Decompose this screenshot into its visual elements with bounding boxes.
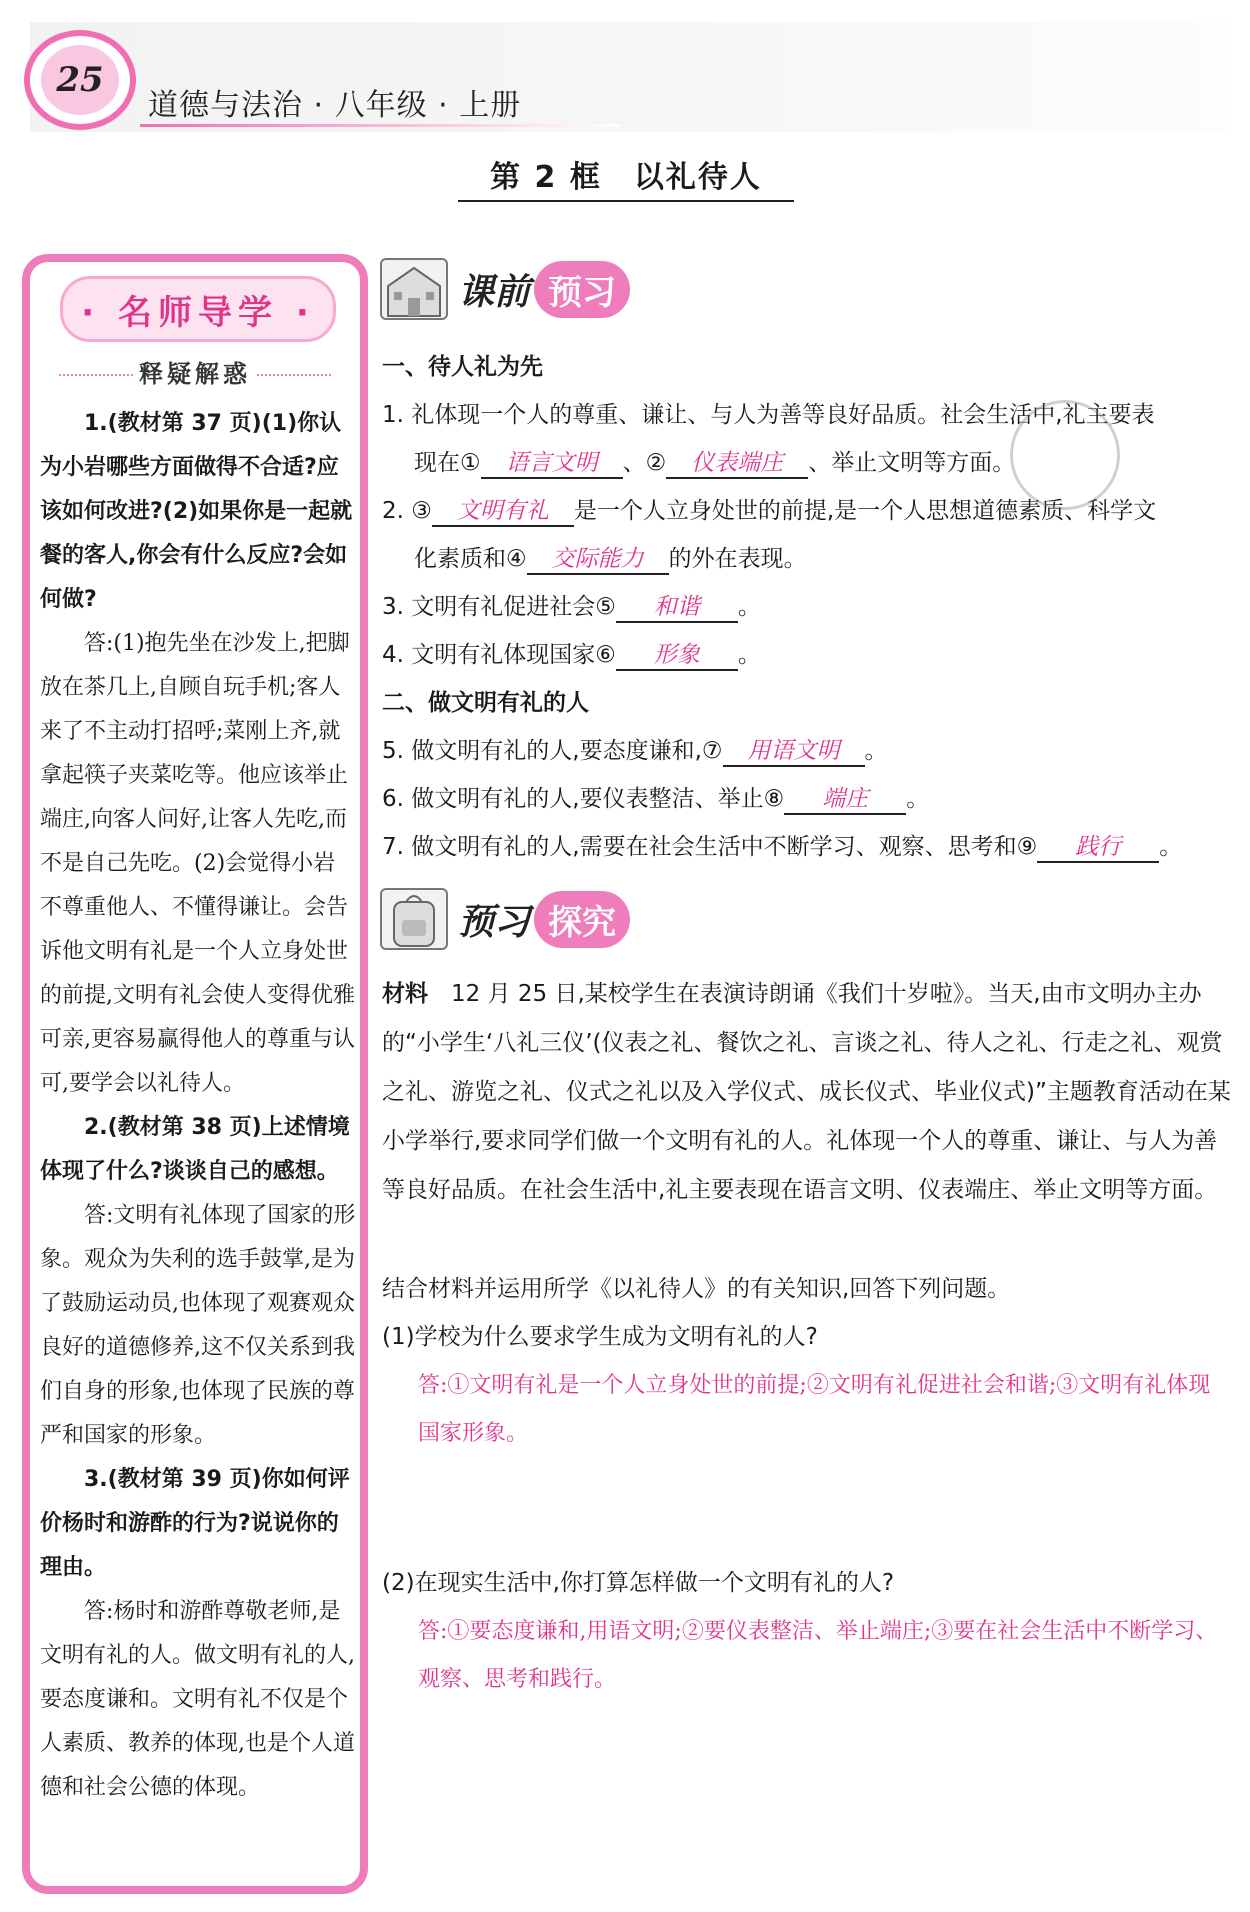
answer-1: 答:(1)抱先坐在沙发上,把脚放在茶几上,自顾自玩手机;客人来了不主动打招呼;菜刚上齐,就拿起筷子夹菜吃等。他应该举止端庄,向客人问好,让客人先吃,而不是自己先吃。(2)会觉得小岩不尊重他人、不懂得谦让。会告诉他文明有礼是一个人立身处世的前提,文明有礼会使人变得优雅可亲,更容易赢得他人的尊重与认可,要学会以礼待人。 [40,631,355,1096]
q3-post: 。 [737,594,761,620]
q2a-pre: 2. ③ [382,498,432,524]
q1-line-a: 1. 礼体现一个人的尊重、谦让、与人为善等良好品质。社会生活中,礼主要表 [382,402,1155,428]
q1b-post: 、举止文明等方面。 [808,450,1016,476]
q2-line-b [414,540,807,575]
instruction: 结合材料并运用所学《以礼待人》的有关知识,回答下列问题。 [382,1276,1011,1302]
q7-post: 。 [1159,834,1183,860]
question-1: 1.(教材第 37 页)(1)你认为小岩哪些方面做得不合适?应该如何改进?(2)如果你是一起就餐的客人,你会有什么反应?会如何做? [40,411,353,612]
answer-2-explore: 答:①要态度谦和,用语文明;②要仪表整洁、举止端庄;③要在社会生活中不断学习、观察、思考和践行。 [418,1619,1218,1692]
school-icon [380,258,448,320]
q1b-mid: 、② [622,450,667,476]
answer-1-explore: 答:①文明有礼是一个人立身处世的前提;②文明有礼促进社会和谐;③文明有礼体现国家形象。 [418,1373,1211,1446]
q2a-post: 是一个人立身处世的前提,是一个人思想道德素质、科学文 [573,498,1157,524]
q3-pre: 3. 文明有礼促进社会⑤ [382,594,616,620]
question-1-explore: (1)学校为什么要求学生成为文明有礼的人? [382,1324,818,1350]
homework-stamp-icon [1010,400,1120,510]
material-label: 材料 [382,981,428,1007]
q1b-pre: 现在① [414,450,481,476]
answer-3: 答:杨时和游酢尊敬老师,是文明有礼的人。做文明有礼的人,要态度谦和。文明有礼不仅是个人素质、教养的体现,也是个人道德和社会公德的体现。 [40,1599,355,1800]
explore-banner-a: 预习 [458,901,531,943]
explore-banner-b: 探究 [534,891,630,948]
blank-5: 和谐 [616,588,738,623]
panel-subtitle-text: 释疑解惑 [139,360,251,388]
panel-title: · 名师导学 · [60,276,336,342]
heading-2: 二、做文明有礼的人 [382,690,589,716]
q3-line [382,588,761,623]
panel-body [40,402,356,1810]
q7-line [382,828,1182,863]
question-2: 2.(教材第 38 页)上述情境体现了什么?谈谈自己的感想。 [40,1115,350,1184]
explore-banner [380,884,630,954]
q5-post: 。 [864,738,888,764]
blank-4: 交际能力 [527,540,669,575]
blank-3: 文明有礼 [432,492,574,527]
teacher-guide-panel [22,254,368,1894]
q2b-post: 的外在表现。 [668,546,807,572]
question-2-explore: (2)在现实生活中,你打算怎样做一个文明有礼的人? [382,1570,895,1596]
blank-9: 践行 [1037,828,1159,863]
page-number: 25 [41,45,119,115]
book-title: 道德与法治 · 八年级 · 上册 [148,88,522,123]
section-title: 第 2 框 以礼待人 [458,152,794,202]
heading-1: 一、待人礼为先 [382,354,543,380]
q6-line [382,780,929,815]
q5-pre: 5. 做文明有礼的人,要态度谦和,⑦ [382,738,723,764]
q7-pre: 7. 做文明有礼的人,需要在社会生活中不断学习、观察、思考和⑨ [382,834,1038,860]
q6-pre: 6. 做文明有礼的人,要仪表整洁、举止⑧ [382,786,785,812]
page-number-badge [24,30,136,130]
answer-2: 答:文明有礼体现了国家的形象。观众为失利的选手鼓掌,是为了鼓励运动员,也体现了观赛观众良好的道德修养,这不仅关系到我们自身的形象,也体现了民族的尊严和国家的形象。 [40,1203,356,1448]
blank-1: 语言文明 [481,444,623,479]
blank-6: 形象 [616,636,738,671]
preview-banner [380,254,630,324]
preview-banner-a: 课前 [458,271,531,313]
question-3: 3.(教材第 39 页)你如何评价杨时和游酢的行为?说说你的理由。 [40,1467,350,1580]
q6-post: 。 [906,786,930,812]
blank-2: 仪表端庄 [666,444,808,479]
material-text: 12 月 25 日,某校学生在表演诗朗诵《我们十岁啦》。当天,由市文明办主办的“小学生‘八礼三仪’(仪表之礼、餐饮之礼、言谈之礼、待人之礼、行走之礼、观赏之礼、游览之礼、仪式之礼以及入学仪式、成长仪式、毕业仪式)”主题教育活动在某小学举行,要求同学们做一个文明有礼的人。礼体现一个人的尊重、谦让、与人为善等良好品质。在社会生活中,礼主要表现在语言文明、仪表端庄、举止文明等方面。 [382,981,1231,1203]
q2b-pre: 化素质和④ [414,546,527,572]
header-divider [140,124,620,127]
q4-pre: 4. 文明有礼体现国家⑥ [382,642,616,668]
q5-line [382,732,888,767]
material [382,970,1232,1215]
backpack-icon [380,888,448,950]
blank-7: 用语文明 [723,732,865,767]
blank-8: 端庄 [784,780,906,815]
preview-banner-b: 预习 [534,261,630,318]
q4-line [382,636,761,671]
q4-post: 。 [737,642,761,668]
panel-subtitle [42,354,348,389]
q1-line-b [414,444,1015,479]
